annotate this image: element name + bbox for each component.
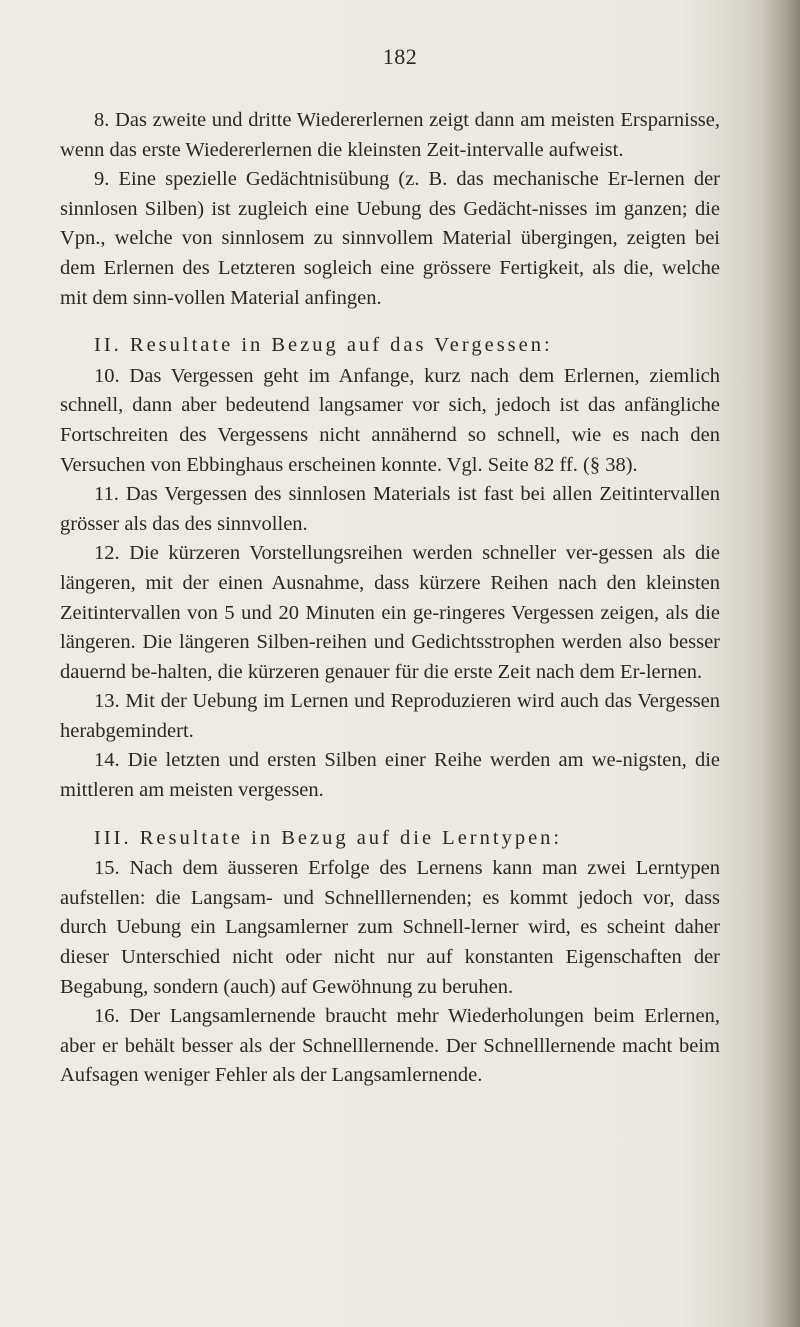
page-edge-shadow (760, 0, 800, 1327)
paragraph-8: 8. Das zweite und dritte Wiedererlernen zeigt dann am meisten Ersparnisse, wenn das erste Wiedererlernen die kleinsten Zeit-intervalle aufweist. (60, 109, 720, 161)
paragraph-12: 12. Die kürzeren Vorstellungsreihen werden schneller ver-gessen als die längeren, mit der einen Ausnahme, dass kürzere Reihen nach den kleinsten Zeitintervallen von 5 und 20 Minuten ein ge-ringeres Vergessen zeigen, als die längeren. Die längeren Silben-reihen und Gedichtsstrophen werden also besser dauernd be-halten, die kürzeren genauer für die erste Zeit nach dem Er-lernen. (60, 542, 720, 683)
paragraph-15: 15. Nach dem äusseren Erfolge des Lernens kann man zwei Lerntypen aufstellen: die Langsam- und Schnelllernenden; es kommt jedoch vor, dass durch Uebung ein Langsamlerner zum Schnell-lerner wird, es scheint daher dieser Unterschied nicht oder nicht nur auf konstanten Eigenschaften der Begabung, sondern (auch) auf Gewöhnung zu beruhen. (60, 857, 720, 998)
page-body-text (60, 106, 720, 1091)
paragraph-13: 13. Mit der Uebung im Lernen und Reproduzieren wird auch das Vergessen herabgemindert. (60, 690, 720, 742)
page-number: 182 (382, 44, 418, 69)
section-heading-ii: II. Resultate in Bezug auf das Vergessen: (94, 334, 553, 357)
paragraph-10: 10. Das Vergessen geht im Anfange, kurz nach dem Erlernen, ziemlich schnell, dann aber bedeutend langsamer vor sich, jedoch ist das anfängliche Fortschreiten des Vergessens nicht annähernd so schnell, wie es nach den Versuchen von Ebbinghaus erscheinen konnte. Vgl. Seite 82 ff. (§ 38). (60, 364, 720, 476)
paragraph-14: 14. Die letzten und ersten Silben einer Reihe werden am we-nigsten, die mittleren am meisten vergessen. (60, 749, 720, 802)
paragraph-16: 16. Der Langsamlernende braucht mehr Wiederholungen beim Erlernen, aber er behält besser als der Schnelllernende. Der Schnelllernende macht beim Aufsagen weniger Fehler als der Langsamlernende. (60, 1005, 720, 1087)
section-heading-iii: III. Resultate in Bezug auf die Lerntypen: (94, 826, 563, 849)
paragraph-11: 11. Das Vergessen des sinnlosen Materials ist fast bei allen Zeitintervallen grösser als das des sinnvollen. (60, 483, 720, 535)
paragraph-9: 9. Eine spezielle Gedächtnisübung (z. B. das mechanische Er-lernen der sinnlosen Silben) ist zugleich eine Uebung des Gedächt-nisses im ganzen; die Vpn., welche von sinnlosem zu sinnvollem Material übergingen, zeigten bei dem Erlernen des Letzteren sogleich eine grössere Fertigkeit, als die, welche mit dem sinn-vollen Material anfingen. (60, 168, 720, 309)
